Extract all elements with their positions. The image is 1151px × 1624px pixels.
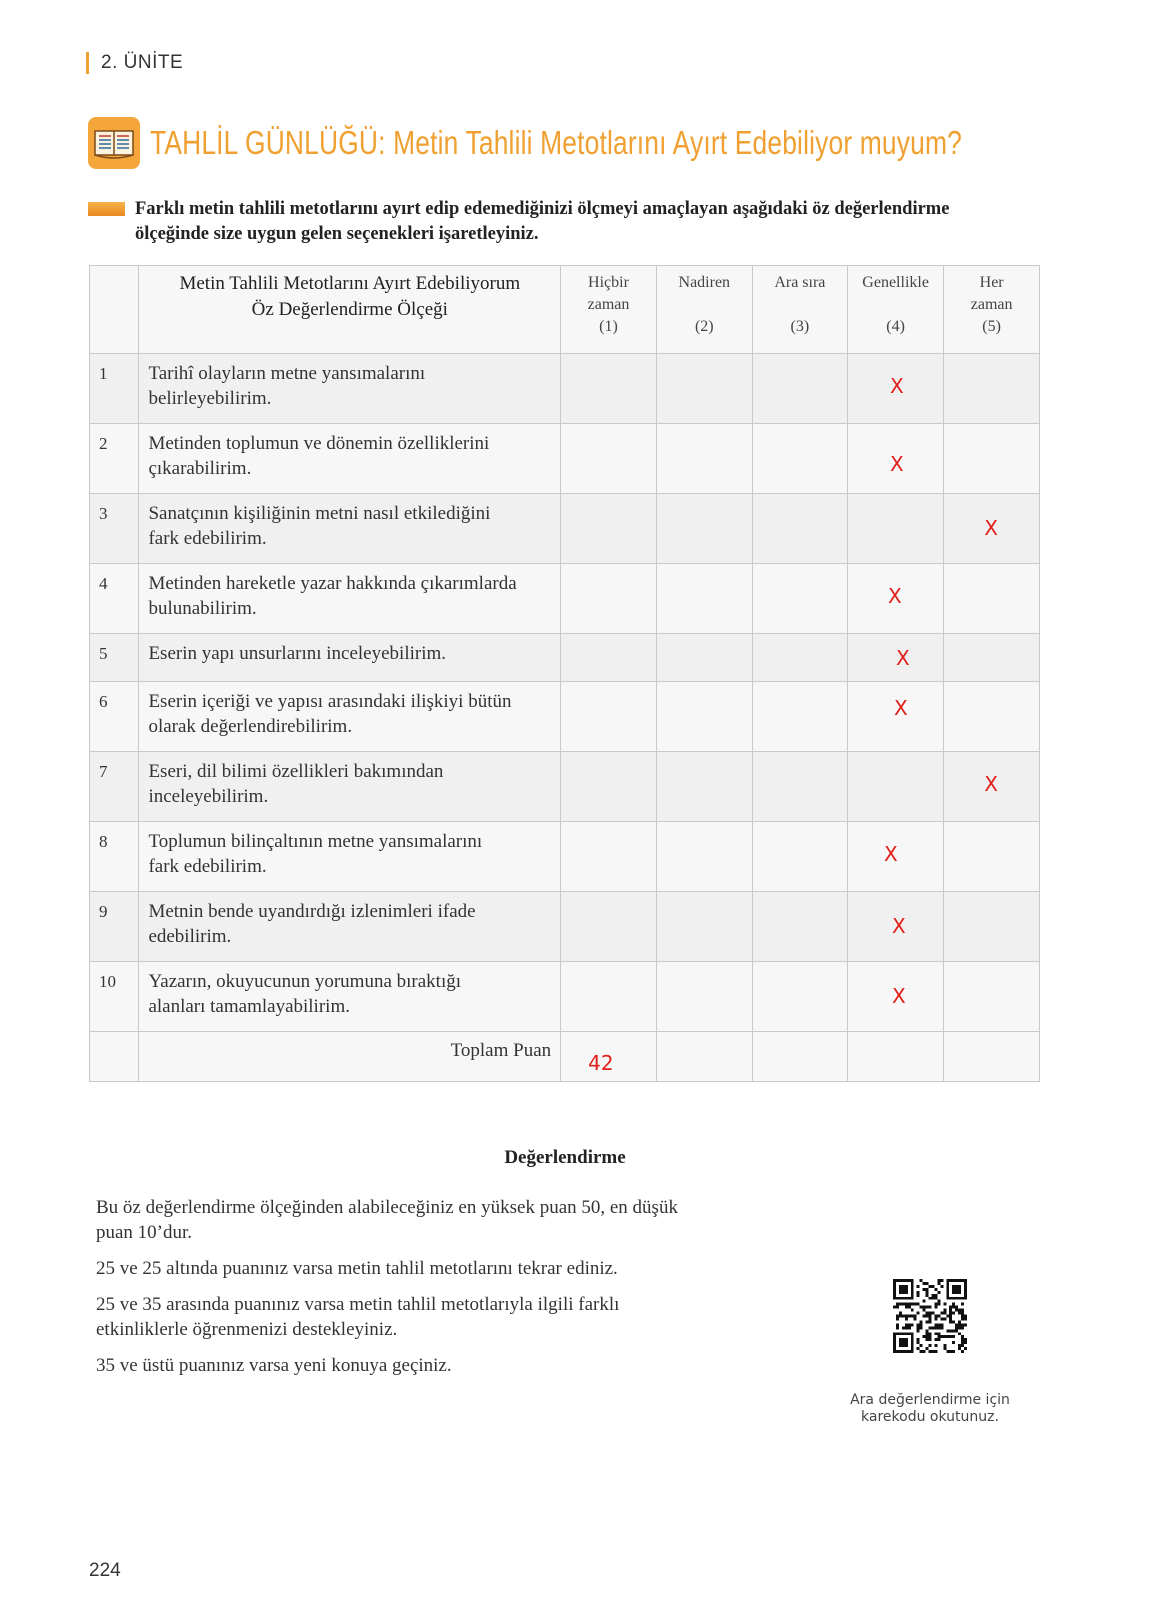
statement-line2: belirleyebilirim. [148,388,272,409]
option-cell-3[interactable] [752,682,847,752]
option-cell-5[interactable] [944,962,1040,1032]
instruction-text: Farklı metin tahlili metotlarını ayırt edip edemediğinizi ölçmeyi amaçlayan aşağıdaki öz değerlendirme ölçeğinde size uygun gelen seçenekleri işaretleyiniz. [135,199,950,244]
option-cell-4[interactable] [847,682,943,752]
row-number: 4 [90,564,139,634]
table-title-line2: Öz Değerlendirme Ölçeği [251,299,448,320]
option-cell-1[interactable] [561,892,657,962]
table-row [90,564,1040,634]
total-empty-cell [847,1032,943,1082]
selection-mark: X [984,772,998,796]
row-statement [139,354,561,424]
statement-line2: edebilirim. [148,926,232,947]
column-header-line2: zaman [587,296,630,313]
row-statement [139,752,561,822]
evaluation-paragraph-2: 25 ve 25 altında puanınız varsa metin tahlil metotlarını tekrar ediniz. [96,1258,618,1279]
option-cell-5[interactable] [944,822,1040,892]
statement-line2: fark edebilirim. [148,528,267,549]
table-row [90,752,1040,822]
total-value-cell [561,1032,657,1082]
column-header-2 [656,266,752,354]
statement-line2: olarak değerlendirebilirim. [148,716,353,737]
row-number: 9 [90,892,139,962]
page-number: 224 [89,1560,121,1581]
option-cell-2[interactable] [656,892,752,962]
row-statement [139,564,561,634]
column-header-line1: Ara sıra [774,274,826,291]
qr-caption-line2: karekodu okutunuz. [861,1409,999,1425]
qr-caption [810,1392,1050,1426]
statement-line2: alanları tamamlayabilirim. [148,996,350,1017]
statement-line1: Metnin bende uyandırdığı izlenimleri ifade [148,901,476,922]
row-number: 6 [90,682,139,752]
evaluation-p3-line1: 25 ve 35 arasında puanınız varsa metin tahlil metotlarıyla ilgili farklı [96,1294,620,1315]
row-statement [139,822,561,892]
total-empty-cell [752,1032,847,1082]
option-cell-1[interactable] [561,494,657,564]
table-row [90,682,1040,752]
option-cell-4[interactable] [847,822,943,892]
option-cell-4[interactable] [847,494,943,564]
selection-mark: X [895,646,910,670]
total-score: 42 [588,1051,614,1075]
option-cell-1[interactable] [561,822,657,892]
column-header-line2 [657,294,752,316]
option-cell-3[interactable] [752,564,847,634]
option-cell-2[interactable] [656,682,752,752]
option-cell-4[interactable] [847,354,943,424]
option-cell-4[interactable] [847,892,943,962]
column-header-line1: Hiçbir [588,274,629,291]
row-statement [139,634,561,682]
table-row [90,822,1040,892]
option-cell-2[interactable] [656,564,752,634]
total-number-cell [90,1032,139,1082]
row-statement [139,892,561,962]
table-row [90,892,1040,962]
evaluation-p1-line2: puan 10’dur. [96,1222,193,1243]
unit-header [86,52,183,74]
total-label: Toplam Puan [139,1032,561,1082]
option-cell-3[interactable] [752,892,847,962]
option-cell-1[interactable] [561,752,657,822]
option-cell-3[interactable] [752,424,847,494]
option-cell-1[interactable] [561,564,657,634]
self-assessment-table [89,265,1040,1082]
instruction-accent-bar [88,202,125,216]
section-title-row [88,117,1151,169]
evaluation-paragraph-1 [96,1195,756,1245]
selection-mark: X [889,452,904,476]
unit-accent-bar [86,52,89,74]
total-empty-cell [944,1032,1040,1082]
row-statement [139,682,561,752]
column-header-3 [752,266,847,354]
evaluation-paragraph-4: 35 ve üstü puanınız varsa yeni konuya geçiniz. [96,1355,452,1376]
option-cell-3[interactable] [752,752,847,822]
option-cell-2[interactable] [656,424,752,494]
selection-mark: X [887,584,902,608]
table-title-line1: Metin Tahlili Metotlarını Ayırt Edebiliyorum [179,273,521,294]
qr-code-icon[interactable] [893,1279,967,1353]
row-statement [139,962,561,1032]
column-header-line1: Her [979,274,1004,291]
option-cell-5[interactable] [944,682,1040,752]
option-cell-4[interactable] [847,752,943,822]
option-cell-1[interactable] [561,634,657,682]
statement-line1: Eserin yapı unsurlarını inceleyebilirim. [148,643,447,664]
statement-line1: Eserin içeriği ve yapısı arasındaki ilişkiyi bütün [148,691,512,712]
option-cell-4[interactable] [847,424,943,494]
column-header-score: (2) [694,318,714,335]
qr-caption-line1: Ara değerlendirme için [850,1392,1010,1408]
selection-mark: X [891,914,906,938]
selection-mark: X [891,984,906,1008]
column-header-score: (5) [982,318,1001,335]
unit-label: 2. ÜNİTE [101,52,184,73]
open-book-icon [88,117,140,169]
option-cell-4[interactable] [847,634,943,682]
column-header-score: (3) [790,318,810,335]
option-cell-3[interactable] [752,962,847,1032]
statement-line1: Metinden hareketle yazar hakkında çıkarımlarda [148,573,517,594]
option-cell-2[interactable] [656,752,752,822]
table-row [90,494,1040,564]
evaluation-title: Değerlendirme [504,1147,626,1168]
table-row [90,634,1040,682]
option-cell-2[interactable] [656,822,752,892]
row-number: 5 [90,634,139,682]
column-header-line2 [753,294,847,316]
row-number: 8 [90,822,139,892]
total-empty-cell [656,1032,752,1082]
table-title-cell [139,266,561,354]
option-cell-5[interactable] [944,892,1040,962]
table-body [90,354,1040,1032]
table-row [90,962,1040,1032]
option-cell-5[interactable] [944,424,1040,494]
row-number: 1 [90,354,139,424]
statement-line2: inceleyebilirim. [148,786,269,807]
statement-line2: çıkarabilirim. [148,458,252,479]
option-cell-1[interactable] [561,682,657,752]
column-header-line1: Nadiren [678,274,731,291]
row-statement [139,424,561,494]
option-cell-1[interactable] [561,424,657,494]
option-cell-3[interactable] [752,822,847,892]
row-number: 7 [90,752,139,822]
evaluation-body [96,1195,756,1389]
evaluation-paragraph-3 [96,1292,756,1342]
statement-line1: Sanatçının kişiliğinin metni nasıl etkilediğini [148,503,491,524]
instruction-block [88,197,988,247]
option-cell-2[interactable] [656,962,752,1032]
selection-mark: X [893,696,908,720]
option-cell-2[interactable] [656,354,752,424]
table-row [90,354,1040,424]
option-cell-1[interactable] [561,354,657,424]
column-header-line1: Genellikle [862,274,929,291]
section-title: TAHLİL GÜNLÜĞÜ: Metin Tahlili Metotlarını Ayırt Edebiliyor muyum? [150,124,962,161]
statement-line1: Yazarın, okuyucunun yorumuna bıraktığı [148,971,462,992]
evaluation-p1-line1: Bu öz değerlendirme ölçeğinden alabileceğiniz en yüksek puan 50, en düşük [96,1197,678,1218]
column-header-1 [561,266,657,354]
header-number-cell [90,266,139,354]
table-header-row [90,266,1040,354]
option-cell-2[interactable] [656,634,752,682]
option-cell-4[interactable] [847,962,943,1032]
option-cell-5[interactable] [944,752,1040,822]
table-row [90,424,1040,494]
column-header-line2 [848,294,943,316]
option-cell-2[interactable] [656,494,752,564]
column-header-score: (4) [886,318,905,335]
statement-line2: bulunabilirim. [148,598,257,619]
row-number: 2 [90,424,139,494]
column-header-score: (1) [599,318,618,335]
row-statement [139,494,561,564]
option-cell-3[interactable] [752,634,847,682]
option-cell-5[interactable] [944,564,1040,634]
option-cell-3[interactable] [752,494,847,564]
column-header-4 [847,266,943,354]
option-cell-3[interactable] [752,354,847,424]
option-cell-5[interactable] [944,634,1040,682]
statement-line2: fark edebilirim. [148,856,267,877]
statement-line1: Toplumun bilinçaltının metne yansımalarını [148,831,483,852]
statement-line1: Metinden toplumun ve dönemin özelliklerini [148,433,490,454]
selection-mark: X [984,516,998,540]
statement-line1: Tarihî olayların metne yansımalarını [148,363,426,384]
statement-line1: Eseri, dil bilimi özellikleri bakımından [148,761,444,782]
evaluation-p3-line2: etkinliklerle öğrenmenizi destekleyiniz. [96,1319,398,1340]
total-row [90,1032,1040,1082]
column-header-line2: zaman [970,296,1013,313]
option-cell-1[interactable] [561,962,657,1032]
selection-mark: X [883,842,898,866]
column-header-5 [944,266,1040,354]
option-cell-5[interactable] [944,494,1040,564]
selection-mark: X [889,374,904,398]
option-cell-5[interactable] [944,354,1040,424]
option-cell-4[interactable] [847,564,943,634]
row-number: 10 [90,962,139,1032]
row-number: 3 [90,494,139,564]
